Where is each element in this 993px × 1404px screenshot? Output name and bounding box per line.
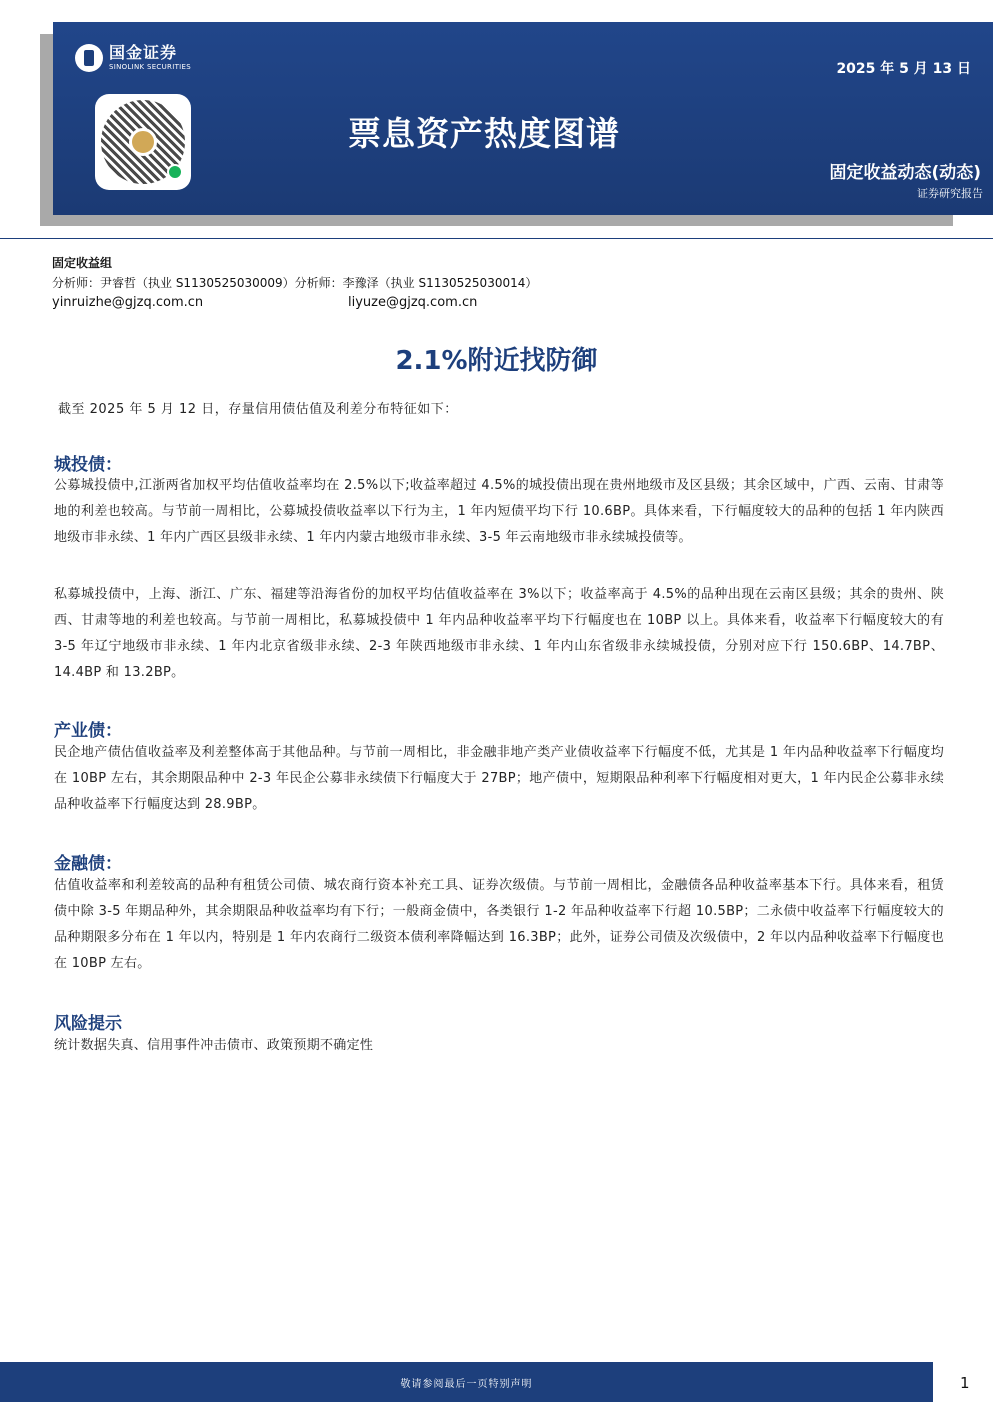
section-paragraph: 民企地产债估值收益率及利差整体高于其他品种。与节前一周相比，非金融非地产类产业债收益率下行幅度不低，尤其是 1 年内品种收益率下行幅度均在 10BP 左右，其余期限品种中 2-3 年民企公募非永续债下行幅度大于 27BP；地产债中，短期限品种利率下行幅度相对更大，1 年内民企公募非永续品种收益率下行幅度达到 28.9BP。 [54,745,944,812]
qr-code-icon [95,94,191,190]
intro-text: 截至 2025 年 5 月 12 日，存量信用债估值及利差分布特征如下： [58,402,458,417]
page-number: 1 [960,1374,970,1392]
logo-name-cn: 国金证券 [109,43,178,62]
section-paragraph: 统计数据失真、信用事件冲击债市、政策预期不确定性 [54,1038,374,1053]
section-paragraph: 私募城投债中，上海、浙江、广东、福建等沿海省份的加权平均估值收益率在 3%以下；收益率高于 4.5%的品种出现在云南区县级；其余的贵州、陕西、甘肃等地的利差也较高。与节前一周相比，私募城投债中 1 年内品种收益率平均下行幅度也在 10BP 以上。具体来看，收益率下行幅度较大的有 3-5 年辽宁地级市非永续、1 年内北京省级非永续、2-3 年陕西地级市非永续、1 年内山东省级非永续城投债，分别对应下行 150.6BP、14.7BP、14.4BP 和 13.2BP。 [54,587,944,680]
document-title: 2.1%附近找防御 [395,346,598,376]
section-heading-jinrong: 金融债： [54,854,122,874]
section-heading-risk: 风险提示 [54,1014,122,1034]
section-paragraph: 估值收益率和利差较高的品种有租赁公司债、城农商行资本补充工具、证券次级债。与节前一周相比，金融债各品种收益率基本下行。具体来看，租赁债中除 3-5 年期品种外，其余期限品种收益率均有下行；一般商金债中，各类银行 1-2 年品种收益率下行超 10.5BP；二永债中收益率下行幅度较大的品种期限多分布在 1 年以内，特别是 1 年内农商行二级资本债利率降幅达到 16.3BP；此外，证券公司债及次级债中，2 年以内品种收益率下行幅度也在 10BP 左右。 [54,878,944,971]
header-banner [53,22,993,215]
report-category: 固定收益动态(动态) [829,163,981,183]
section-paragraph: 公募城投债中,江浙两省加权平均估值收益率均在 2.5%以下;收益率超过 4.5%的城投债出现在贵州地级市及区县级；其余区域中，广西、云南、甘肃等地的利差也较高。与节前一周相比，公募城投债收益率以下行为主，1 年内短债平均下行 10.6BP。具体来看，下行幅度较大的品种的包括 1 年内陕西地级市非永续、1 年内广西区县级非永续、1 年内内蒙古地级市非永续、3-5 年云南地级市非永续城投债等。 [54,478,944,545]
report-type: 证券研究报告 [917,187,983,200]
logo-name-en: SINOLINK SECURITIES [109,63,191,71]
report-date: 2025 年 5 月 13 日 [836,61,971,77]
logo-icon [75,44,103,72]
qr-center-logo-icon [129,128,157,156]
section-heading-chanye: 产业债： [54,721,122,741]
analysts-line: 分析师：尹睿哲（执业 S1130525030009）分析师：李豫泽（执业 S1130525030014） [52,276,538,290]
mini-program-icon [167,164,183,180]
footer-disclaimer: 敬请参阅最后一页特别声明 [400,1379,533,1390]
team-name: 固定收益组 [52,256,113,270]
header-divider [0,238,993,239]
report-title: 票息资产热度图谱 [348,114,620,153]
analyst-email-1[interactable]: yinruizhe@gjzq.com.cn [52,295,204,310]
section-heading-chengtou: 城投债： [54,455,122,475]
company-logo [75,44,191,72]
analyst-email-2[interactable]: liyuze@gjzq.com.cn [348,295,478,310]
